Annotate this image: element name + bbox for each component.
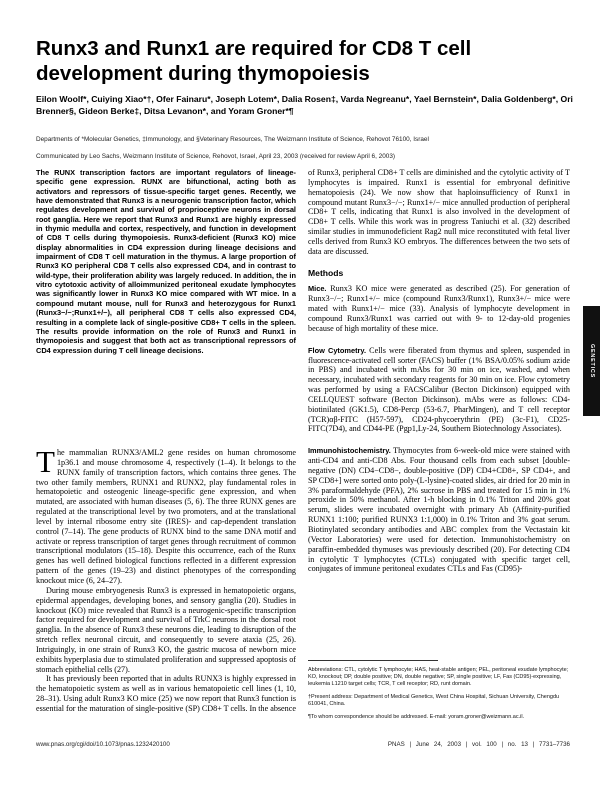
communicated-line: Communicated by Leo Sachs, Weizmann Institute of Science, Rehovot, Israel, April 23, 2003 (received for review April 6, 2003) [36,153,396,160]
mice-paragraph [308,284,570,333]
drop-cap: T [36,444,55,479]
intro-paragraph-3: It has previously been reported that in adults RUNX3 is highly expressed in the hematopoietic system as well as in various hematopoietic cell lines (1, 10, 28–31). Using adult Runx3 KO mice (25) we now report that Runx3 function is essential for the maturation of single-positive (SP) CD8+ T cells. In the absence [36,674,296,713]
methods-heading: Methods [308,267,344,278]
immuno-heading: Immunohistochemistry. [308,446,391,456]
intro-paragraph-2: During mouse embryogenesis Runx3 is expressed in hematopoietic organs, epidermal appendages, developing bones, and sensory ganglia (20). Studies in knockout (KO) mice revealed that Runx3 is a neurogenic-specific transcription factor required for development and survival of TrkC neurons in the dorsal root ganglia. In the absence of Runx3 these neurons die, leading to disruption of the stretch reflex neuronal circuit, and consequently to severe ataxia (25, 26). Intriguingly, in one strain of Runx3 KO, the gastric mucosa of newborn mice exhibits hyperplasia due to stimulated proliferation and suppressed apoptosis of stomach epithelial cells (27). [36,585,296,674]
present-address-note: †Present address: Department of Medical Genetics, West China Hospital, Sichuan University, Chengdu 610041, China. [308,694,560,707]
section-tab [583,306,600,416]
mice-text: Runx3 KO mice were generated as described (25). For generation of Runx3−/−; Runx1+/− mice (compound Runx3/Runx1), Runx3+/− mice were mated with Runx1+/− mice (33). Analysis of lymphocyte development in compound Runx3/Runx1 was carried out with 9- to 12-day-old progenies because of high mortality of these mice. [308,284,570,333]
footnote-rule [308,660,438,661]
page-footer [36,741,570,753]
section-tab-label: GENETICS [588,344,595,378]
immuno-text: Thymocytes from 6-week-old mice were stained with anti-CD4 and anti-CD8 Abs. Four thousand cells from each subset [double-negative (DN) CD4−CD8−, double-positive (DP) CD4+CD8+, SP CD4+, and SP CD8+] were sorted onto poly-(L-lysine)-coated slides, air dried for 20 min in 3% paraformaldehyde (PFA), 2% sucrose in PBS and treated for 15 min in 1% peroxide in 50% methanol. After 1-h blocking in 0.1% Triton and 20% goat serum, slides were incubated overnight with primary Ab (Affinity-purified RUNX1 1:100; purified RUNX3 1:1,000) in 0.1% Triton and 3% goat serum. Biotinylated secondary antibodies and ABC complex from the Vectastain kit (Vector Laboratories) were used for detection. Immunohistochemistry on paraffin-embedded thymuses was previously described (20). For detecting CD4 in cytolytic T lymphocytes (CTLs) conjugated with specific target cell, conjugates of immune peritoneal exudates CTLs and Fas (CD95)- [308,446,570,574]
intro-column [36,444,296,714]
abbreviations-note: Abbreviations: CTL, cytolytic T lymphocyte; HAS, heat-stable antigen; PEL, peritoneal exudate lymphocyte; KO, knockout; DP, double positive; DN, double negative; SP, single positive; LF, Fas (CD95)-expressing, leukemia L1210 target cells; TCR, T cell receptor; RD, runt domain. [308,667,569,687]
flow-paragraph [308,346,570,435]
intro-paragraph-1-text: he mammalian RUNX3/AML2 gene resides on human chromosome 1p36.1 and mouse chromosome 4, respectively (1–4). It belongs to the RUNX family of transcription factors, which contains three genes. The two other family members, RUNX1 and RUNX2, play fundamental roles in hematopoietic and osteogenic lineage-specific gene expression, and when mutated, are associated with human diseases (5, 6). The three RUNX genes are regulated at the transcriptional level by two promoters, and at the translational level by internal ribosome entry site (IRES)- and cap-dependent translation control (7–14). The gene products of RUNX bind to the same DNA motif and activate or repress transcription of target genes through recruitment of common transcriptional modulators (15–18). Despite this occurrence, each of the Runx genes has well defined biological functions reflected in a different expression pattern of the genes (19–23) and distinct phenotypes of the corresponding knockout mice (6, 24–27). [36,448,296,585]
intro-continued: of Runx3, peripheral CD8+ T cells are diminished and the cytolytic activity of T lymphocytes is impaired. Runx1 is essential for embryonal definitive hematopoiesis (24). We now show that haploinsufficiency of Runx1 in compound mutant Runx3−/−; Runx1+/− mice annulled production of peripheral CD8+ T cells, indicating that Runx1 is also involved in the development of CD8+ T cells. While this work was in progress Taniuchi et al. (32) described similar studies in immunodeficient Rag2 null mice reconstituted with fetal liver cells derived from Runx3 KO embryos. The differences between the two sets of data are discussed. [308,168,570,256]
footnotes [308,660,570,727]
journal-citation: PNAS | June 24, 2003 | vol. 100 | no. 13 | 7731–7736 [387,741,570,748]
intro-paragraph-1 [36,444,296,586]
flow-text: Cells were fiberated from thymus and spleen, suspended in fluorescence-activated cell sorter (FACS) buffer (1% BSA/0.05% sodium azide in PBS) and incubated with mAbs for 30 min on ice, washed, and when necessary, incubated with secondary reagents for 30 min on ice. Flow cytometry was performed by using a FACSCalibur (Becton Dickinson) equipped with CELLQUEST software (Becton Dickinson). mAbs were as follows: CD4-biotinilated (GK1.5), CD8-Percp (53-6.7, PharMingen), and T cell receptor (TCR)αβ-FITC (H57-597), CD24-phycoerythrin (PE) (3c-F1), CD25-FITC(7D4), and CD44-PE (Pgp1,Ly-24, Southern Biotechnology Associates). [308,345,570,434]
correspondence-note: ¶To whom correspondence should be addressed. E-mail: yoram.groner@weizmann.ac.il. [308,714,525,720]
immuno-paragraph [308,446,570,574]
flow-heading: Flow Cytometry. [308,345,367,355]
doi-link[interactable]: www.pnas.org/cgi/doi/10.1073/pnas.1232420100 [36,741,170,748]
right-column [308,168,570,586]
abstract: The RUNX transcription factors are important regulators of lineage-specific gene expression. RUNX are bifunctional, acting both as activators and repressors of tissue-specific target genes. Recently, we have demonstrated that Runx3 is a neurogenic transcription factor, which regulates development and survival of proprioceptive neurons in dorsal root ganglia. Here we report that Runx3 and Runx1 are highly expressed in thymic medulla and cortex, respectively, and function in development of CD8 T cells during thymopoiesis. Runx3-deficient (Runx3 KO) mice display abnormalities in CD4 expression during lineage decisions and impairment of CD8 T cell maturation in the thymus. A large proportion of Runx3 KO peripheral CD8 T cells also expressed CD4, and in contrast to wild-type, their proliferation ability was largely reduced. In addition, the in vitro cytotoxic activity of alloimmunized peritoneal exudate lymphocytes was significantly lower in Runx3 KO mice compared with WT mice. In a compound mutant mouse, null for Runx3 and heterozygous for Runx1 (Runx3−/−;Runx1+/−), all peripheral CD8 T cells also expressed CD4, resulting in a complete lack of single-positive CD8+ T cells in the spleen. The results provide information on the role of Runx3 and Runx1 in thymopoiesis and suggest that both act as transcriptional repressors of CD4 expression during T cell lineage decisions. [36,168,296,355]
affiliations: Departments of *Molecular Genetics, ‡Immunology, and §Veterinary Resources, The Weizmann Institute of Science, Rehovot 76100, Israel [36,136,429,143]
mice-heading: Mice. [308,284,327,294]
article-title: Runx3 and Runx1 are required for CD8 T cell development during thymopoiesis [36,37,472,85]
author-list: Eilon Woolf*, Cuiying Xiao*†, Ofer Fainaru*, Joseph Lotem*, Dalia Rosen‡, Varda Negreanu*, Yael Bernstein*, Dalia Goldenberg*, Ori Brenner§, Gideon Berke‡, Ditsa Levanon*, and Yoram Groner*¶ [36,94,573,116]
